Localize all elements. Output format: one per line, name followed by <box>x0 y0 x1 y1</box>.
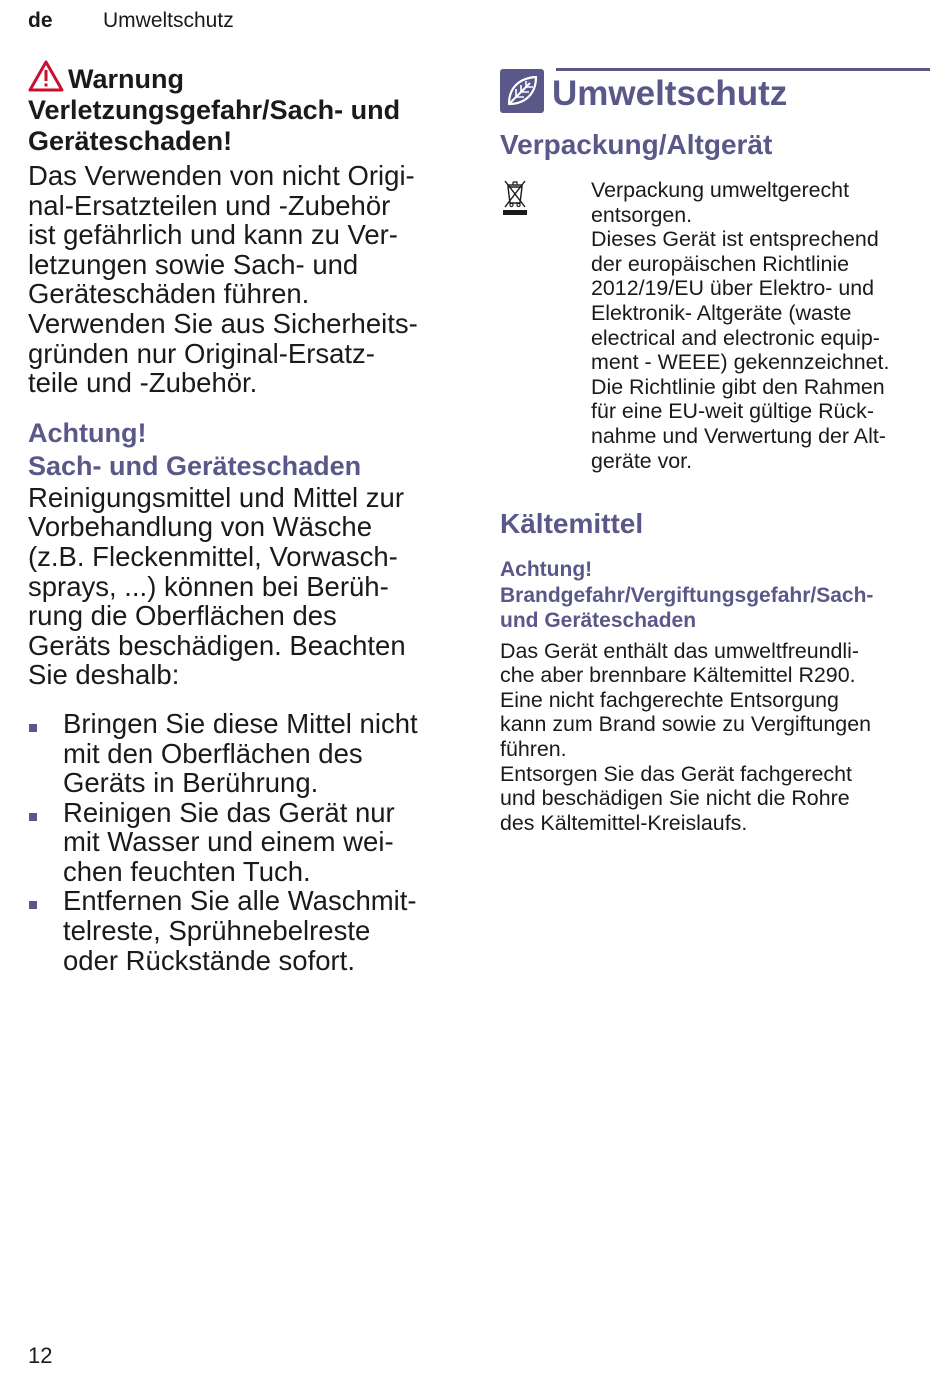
refrigerant-text-line: kann zum Brand sowie zu Vergiftungen <box>500 712 871 737</box>
warning-text-line: gründen nur Original-Ersatz- <box>28 337 375 369</box>
notice-text-line: (z.B. Fleckenmittel, Vorwasch- <box>28 540 398 572</box>
section-rule <box>556 68 930 71</box>
notice-text-line: sprays, ...) können bei Berüh- <box>28 570 389 602</box>
warning-text-line: letzungen sowie Sach- und <box>28 248 359 280</box>
warning-text-line: Geräteschäden führen. <box>28 278 310 310</box>
section-title: Umweltschutz <box>552 74 788 113</box>
refrigerant-text-line: und beschädigen Sie nicht die Rohre <box>500 786 850 811</box>
warning-title-line: Geräteschaden! <box>28 126 233 156</box>
refrigerant-notice <box>500 557 932 634</box>
notice-block <box>28 417 468 690</box>
refrigerant-text-line: Das Gerät enthält das umweltfreundli- <box>500 638 860 663</box>
refrigerant-text-line: Eine nicht fachgerechte Entsorgung <box>500 687 839 712</box>
packaging-text-line: electrical and electronic equip- <box>591 325 880 350</box>
refrigerant-text-line: Entsorgen Sie das Gerät fachgerecht <box>500 761 852 786</box>
bullet-square-icon <box>29 724 37 732</box>
notice-text-line: Vorbehandlung von Wäsche <box>28 511 372 543</box>
right-column <box>500 66 932 835</box>
packaging-text-line: ment - WEEE) gekennzeichnet. <box>591 350 890 375</box>
packaging-text-line: entsorgen. <box>591 202 693 227</box>
notice-text-line: Sie deshalb: <box>28 659 180 691</box>
refrigerant-text-line: des Kältemittel-Kreislaufs. <box>500 810 748 835</box>
list-item-line: Geräts in Berührung. <box>63 767 319 799</box>
packaging-text-line: Elektronik- Altgeräte (waste <box>591 300 852 325</box>
weee-bin-icon <box>502 178 528 216</box>
refrigerant-text-line: führen. <box>500 737 567 761</box>
refrigerant-notice-line: Brandgefahr/Vergiftungsgefahr/Sach- <box>500 583 874 607</box>
precaution-list <box>28 709 468 975</box>
notice-text-line: Reinigungsmittel und Mittel zur <box>28 481 405 513</box>
notice-title-line: Achtung! <box>28 417 147 448</box>
header-language: de <box>28 9 53 32</box>
packaging-text-line: Die Richtlinie gibt den Rahmen <box>591 374 885 399</box>
packaging-text-line: für eine EU-weit gültige Rück- <box>591 399 874 424</box>
list-item <box>28 798 468 887</box>
bullet-square-icon <box>29 813 37 821</box>
weee-block <box>500 178 932 473</box>
warning-block <box>28 60 468 398</box>
warning-text-line: Verwenden Sie aus Sicherheits- <box>28 307 418 339</box>
packaging-text-line: 2012/19/EU über Elektro- und <box>591 276 875 301</box>
warning-triangle-icon <box>28 60 64 92</box>
list-item-line: Bringen Sie diese Mittel nicht <box>63 707 418 739</box>
warning-text-line: nal-Ersatzteilen und -Zubehör <box>28 189 391 221</box>
packaging-text-line: nahme und Verwertung der Alt- <box>591 423 886 448</box>
warning-title-line: Verletzungsgefahr/Sach- und <box>28 95 401 125</box>
warning-text-line: ist gefährlich und kann zu Ver- <box>28 219 398 251</box>
section-header <box>500 66 932 114</box>
warning-title-line: Warnung <box>68 64 184 94</box>
warning-title <box>28 60 468 95</box>
notice-text-line: Geräts beschädigen. Beachten <box>28 629 406 661</box>
list-item-line: oder Rückstände sofort. <box>63 944 355 976</box>
list-item <box>28 709 468 798</box>
list-item <box>28 886 468 975</box>
page-number: 12 <box>28 1343 53 1368</box>
packaging-text-line: der europäischen Richtlinie <box>591 251 850 276</box>
packaging-text-line: Verpackung umweltgerecht <box>591 178 850 202</box>
notice-title-line: Sach- und Geräteschaden <box>28 450 362 481</box>
warning-text-line: teile und -Zubehör. <box>28 367 258 399</box>
list-item-line: Reinigen Sie das Gerät nur <box>63 796 395 828</box>
refrigerant-text-line: che aber brennbare Kältemittel R290. <box>500 663 856 688</box>
refrigerant-text <box>500 639 932 836</box>
list-item-line: telreste, Sprühnebelreste <box>63 915 371 947</box>
refrigerant-notice-line: Achtung! <box>500 558 593 582</box>
refrigerant-notice-line: und Geräteschaden <box>500 609 697 633</box>
bullet-square-icon <box>29 901 37 909</box>
refrigerant-heading: Kältemittel <box>500 508 644 540</box>
packaging-heading: Verpackung/Altgerät <box>500 129 773 160</box>
list-item-line: mit den Oberflächen des <box>63 737 363 769</box>
list-item-line: Entfernen Sie alle Waschmit- <box>63 885 417 917</box>
packaging-text <box>591 178 932 473</box>
header-title: Umweltschutz <box>103 9 234 32</box>
list-item-line: mit Wasser und einem wei- <box>63 826 394 858</box>
packaging-text-line: Dieses Gerät ist entsprechend <box>591 227 879 252</box>
leaf-icon <box>500 69 544 113</box>
warning-text-line: Das Verwenden von nicht Origi- <box>28 160 415 191</box>
packaging-text-line: geräte vor. <box>591 448 693 473</box>
list-item-line: chen feuchten Tuch. <box>63 855 311 887</box>
notice-text-line: rung die Oberflächen des <box>28 600 337 632</box>
left-column <box>28 60 468 975</box>
